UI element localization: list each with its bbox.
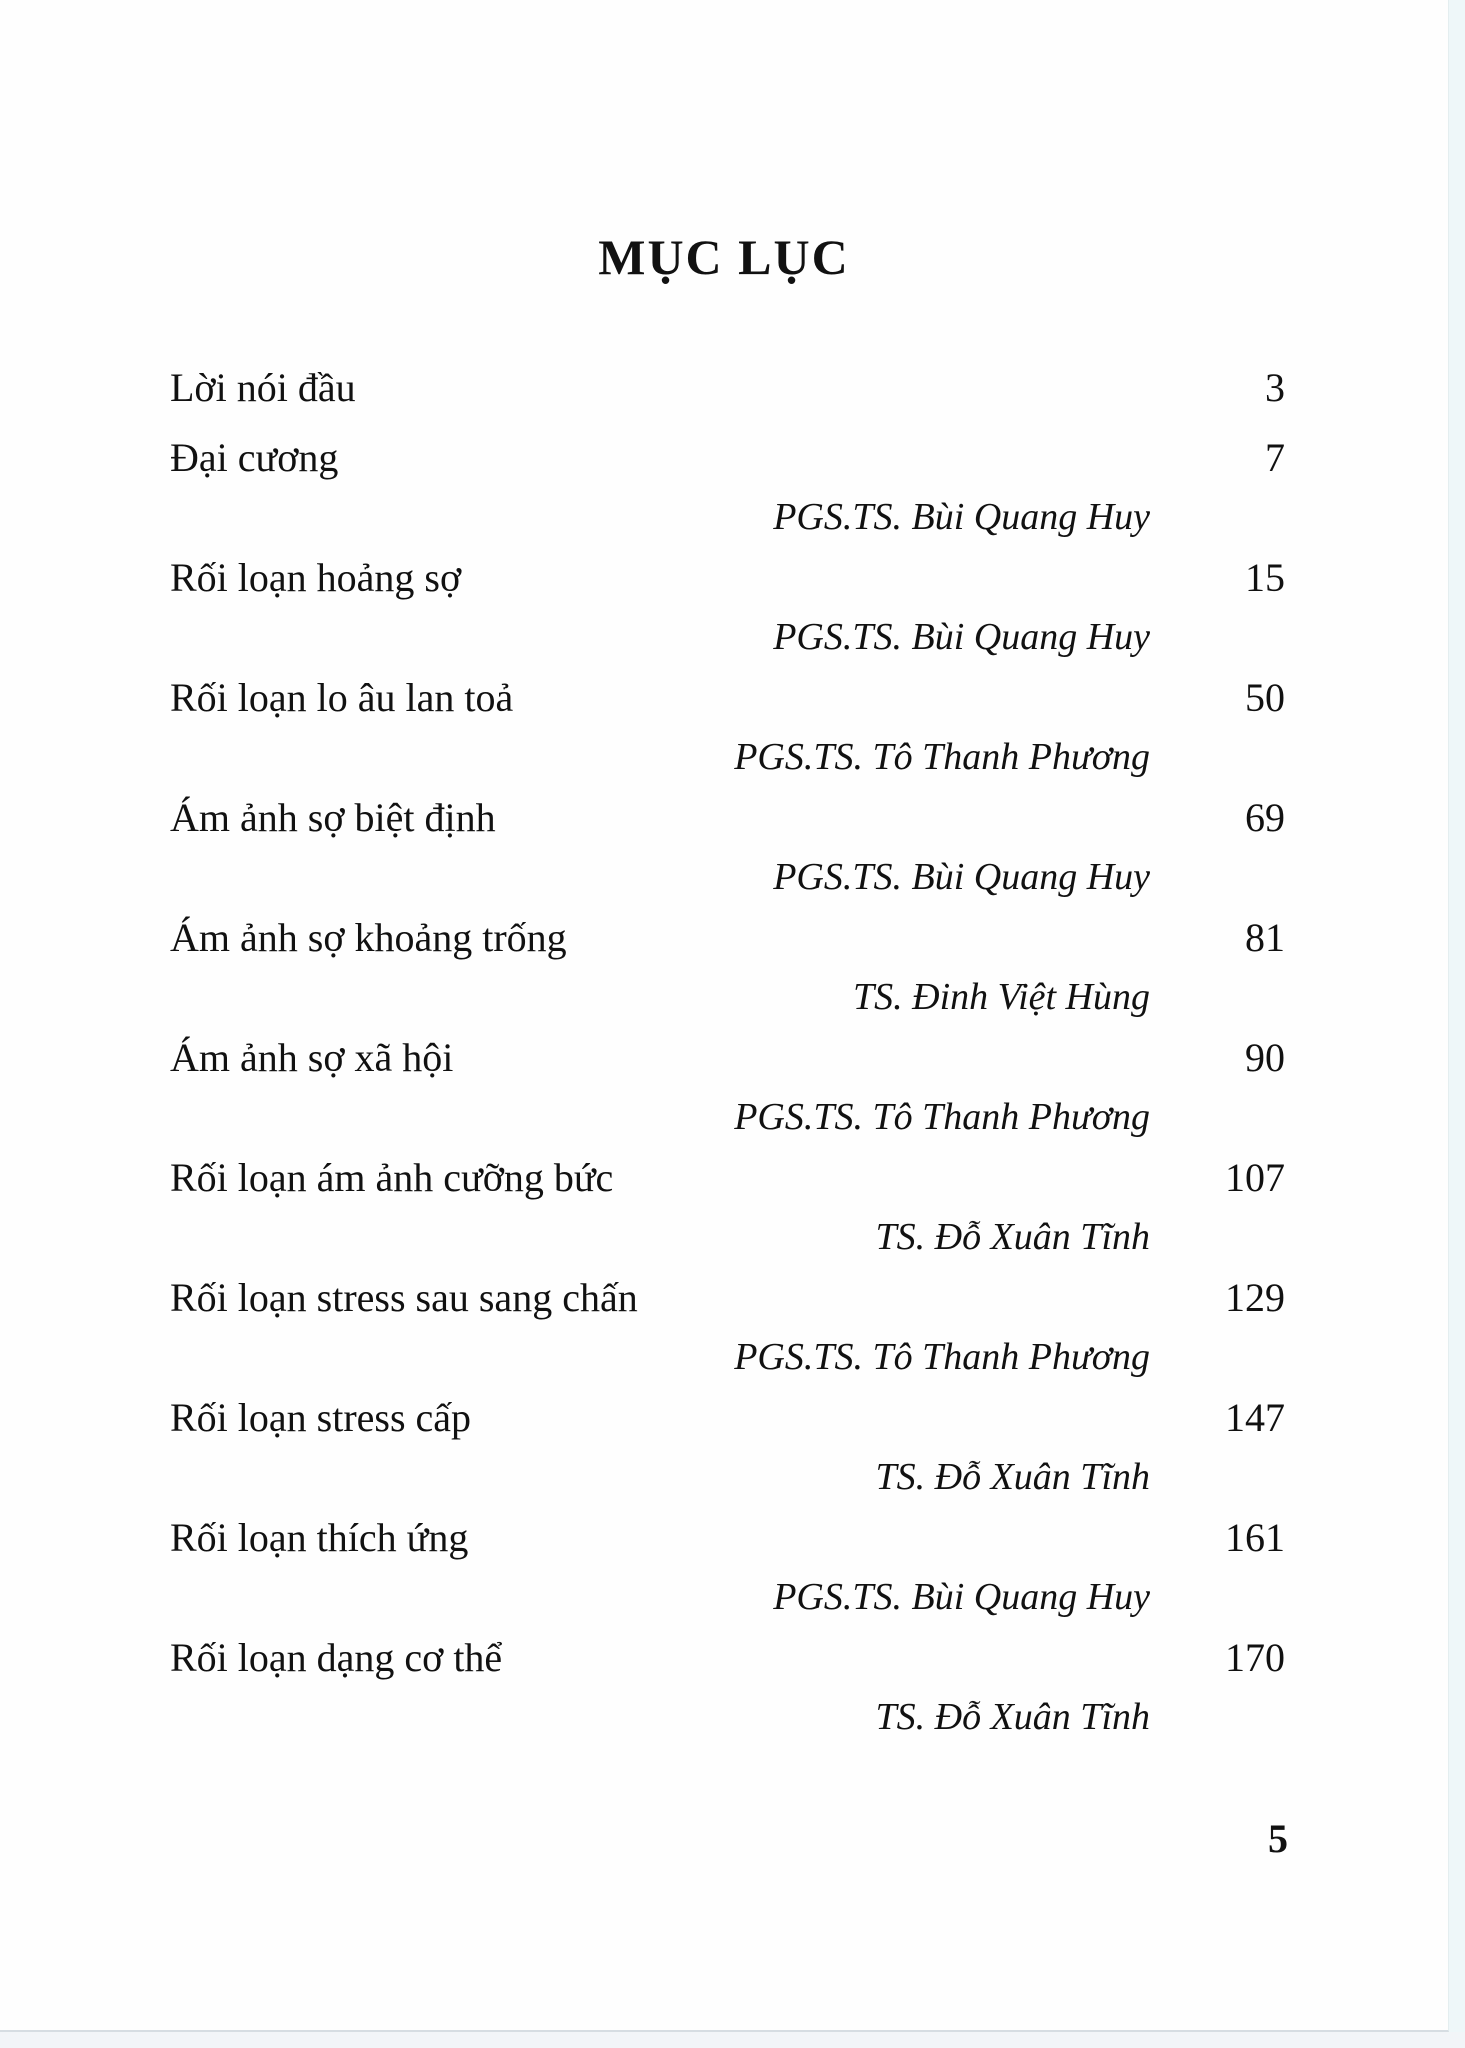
toc-entry-title: Ám ảnh sợ xã hội bbox=[170, 1035, 454, 1080]
toc-entry-author: PGS.TS. Tô Thanh Phương bbox=[734, 1096, 1150, 1138]
toc-entry-title: Rối loạn dạng cơ thể bbox=[170, 1635, 503, 1680]
toc-entry bbox=[170, 788, 1285, 908]
table-of-contents bbox=[170, 358, 1285, 1748]
toc-entry bbox=[170, 548, 1285, 668]
toc-entry bbox=[170, 1508, 1285, 1628]
toc-entry-author: PGS.TS. Bùi Quang Huy bbox=[773, 1576, 1150, 1618]
toc-entry-author: PGS.TS. Bùi Quang Huy bbox=[773, 496, 1150, 538]
toc-entry-page: 129 bbox=[1225, 1275, 1285, 1320]
toc-entry-title: Rối loạn hoảng sợ bbox=[170, 555, 462, 600]
toc-entry-author: PGS.TS. Tô Thanh Phương bbox=[734, 1336, 1150, 1378]
toc-entry-title: Rối loạn ám ảnh cưỡng bức bbox=[170, 1155, 614, 1200]
toc-entry bbox=[170, 1268, 1285, 1388]
toc-entry bbox=[170, 668, 1285, 788]
toc-entry-author: PGS.TS. Tô Thanh Phương bbox=[734, 736, 1150, 778]
toc-entry-author: TS. Đinh Việt Hùng bbox=[853, 976, 1150, 1018]
toc-entry-page: 3 bbox=[1265, 365, 1285, 410]
toc-entry-page: 147 bbox=[1225, 1395, 1285, 1440]
toc-entry bbox=[170, 428, 1285, 548]
toc-entry-title: Rối loạn lo âu lan toả bbox=[170, 675, 514, 720]
toc-entry-title: Đại cương bbox=[170, 435, 339, 480]
toc-entry-page: 107 bbox=[1225, 1155, 1285, 1200]
scan-edge-right bbox=[1449, 0, 1465, 2048]
toc-entry-title: Ám ảnh sợ biệt định bbox=[170, 795, 496, 840]
toc-entry-page: 50 bbox=[1245, 675, 1285, 720]
page-number: 5 bbox=[1268, 1816, 1288, 1861]
toc-entry-page: 81 bbox=[1245, 915, 1285, 960]
toc-entry-title: Rối loạn thích ứng bbox=[170, 1515, 469, 1560]
toc-entry-page: 7 bbox=[1265, 435, 1285, 480]
toc-entry-page: 161 bbox=[1225, 1515, 1285, 1560]
toc-entry bbox=[170, 1148, 1285, 1268]
toc-entry-author: PGS.TS. Bùi Quang Huy bbox=[773, 616, 1150, 658]
toc-entry-title: Lời nói đầu bbox=[170, 365, 356, 410]
toc-entry-author: TS. Đỗ Xuân Tĩnh bbox=[875, 1456, 1150, 1498]
toc-entry bbox=[170, 1028, 1285, 1148]
toc-entry-page: 15 bbox=[1245, 555, 1285, 600]
toc-entry-title: Rối loạn stress sau sang chấn bbox=[170, 1275, 638, 1320]
toc-entry bbox=[170, 1628, 1285, 1748]
toc-entry-page: 90 bbox=[1245, 1035, 1285, 1080]
toc-entry-author: TS. Đỗ Xuân Tĩnh bbox=[875, 1216, 1150, 1258]
toc-entry bbox=[170, 358, 1285, 428]
toc-entry-page: 69 bbox=[1245, 795, 1285, 840]
toc-entry-author: TS. Đỗ Xuân Tĩnh bbox=[875, 1696, 1150, 1738]
toc-entry-page: 170 bbox=[1225, 1635, 1285, 1680]
scan-edge-bottom bbox=[0, 2032, 1465, 2048]
page-title: MỤC LỤC bbox=[598, 229, 850, 285]
toc-entry bbox=[170, 908, 1285, 1028]
toc-entry bbox=[170, 1388, 1285, 1508]
toc-entry-author: PGS.TS. Bùi Quang Huy bbox=[773, 856, 1150, 898]
toc-entry-title: Rối loạn stress cấp bbox=[170, 1395, 472, 1440]
toc-entry-title: Ám ảnh sợ khoảng trống bbox=[170, 915, 567, 960]
